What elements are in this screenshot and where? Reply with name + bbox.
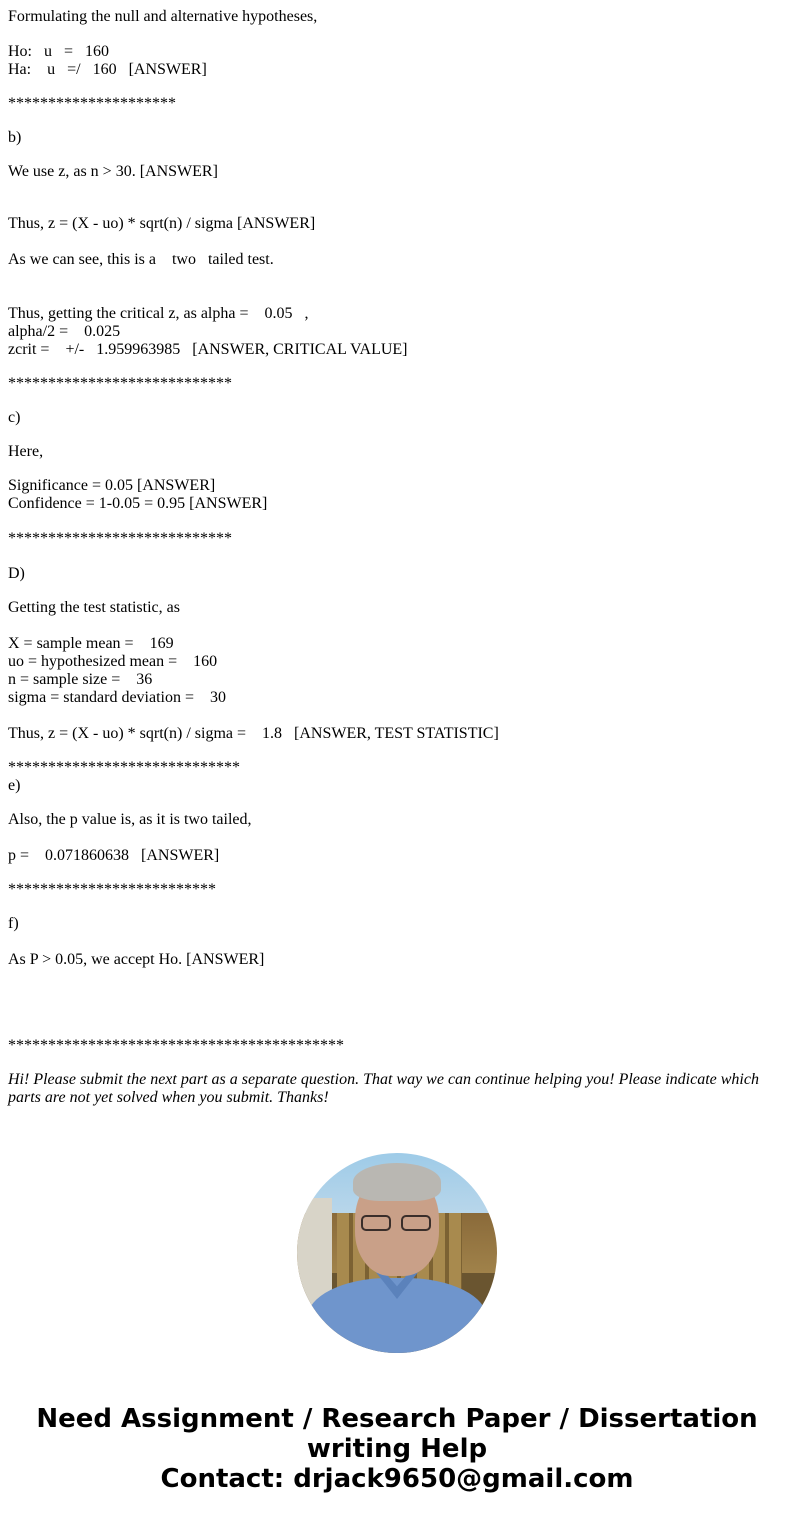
- text-line: Here,: [8, 443, 44, 460]
- text-line: n = sample size = 36: [8, 671, 153, 688]
- text-line: D): [8, 565, 25, 582]
- text-line: e): [8, 777, 21, 794]
- text-line: ****************************: [8, 375, 232, 392]
- text-line: *********************: [8, 95, 176, 112]
- text-line: Getting the test statistic, as: [8, 599, 180, 616]
- text-line: Significance = 0.05 [ANSWER]: [8, 477, 216, 494]
- text-line: *****************************: [8, 759, 240, 776]
- text-line: f): [8, 915, 19, 932]
- text-line: ******************************************: [8, 1037, 344, 1054]
- text-line: Thus, z = (X - uo) * sqrt(n) / sigma [ANSWER]: [8, 215, 316, 232]
- text-line: Thus, z = (X - uo) * sqrt(n) / sigma = 1.8 [ANSWER, TEST STATISTIC]: [8, 725, 499, 742]
- text-line: Formulating the null and alternative hypotheses,: [8, 8, 318, 25]
- text-line: p = 0.071860638 [ANSWER]: [8, 847, 220, 864]
- text-line: sigma = standard deviation = 30: [8, 689, 227, 706]
- author-avatar: [297, 1153, 497, 1353]
- text-line: Ha: u =/ 160 [ANSWER]: [8, 61, 207, 78]
- text-line: **************************: [8, 881, 216, 898]
- text-line: We use z, as n > 30. [ANSWER]: [8, 163, 218, 180]
- text-line: As we can see, this is a two tailed test.: [8, 251, 274, 268]
- text-line: alpha/2 = 0.025: [8, 323, 121, 340]
- promo-contact: Contact: drjack9650@gmail.com: [160, 1464, 634, 1494]
- text-line: X = sample mean = 169: [8, 635, 174, 652]
- text-line: zcrit = +/- 1.959963985 [ANSWER, CRITICAL VALUE]: [8, 341, 408, 358]
- promo-line-2: writing Help: [306, 1434, 488, 1464]
- text-line: b): [8, 129, 22, 146]
- text-line: Also, the p value is, as it is two tailed,: [8, 811, 252, 828]
- promo-banner: [0, 1404, 794, 1494]
- text-line: c): [8, 409, 21, 426]
- text-line: Ho: u = 160: [8, 43, 110, 60]
- promo-line-1: Need Assignment / Research Paper / Dissertation: [36, 1404, 758, 1434]
- closing-note: Hi! Please submit the next part as a separate question. That way we can continue helping you! Please indicate which parts are not yet solved when you submit. Thanks!: [8, 1071, 759, 1106]
- text-line: Thus, getting the critical z, as alpha = 0.05 ,: [8, 305, 309, 322]
- text-line: uo = hypothesized mean = 160: [8, 653, 218, 670]
- text-line: As P > 0.05, we accept Ho. [ANSWER]: [8, 951, 265, 968]
- text-line: ****************************: [8, 530, 232, 547]
- text-line: Confidence = 1-0.05 = 0.95 [ANSWER]: [8, 495, 268, 512]
